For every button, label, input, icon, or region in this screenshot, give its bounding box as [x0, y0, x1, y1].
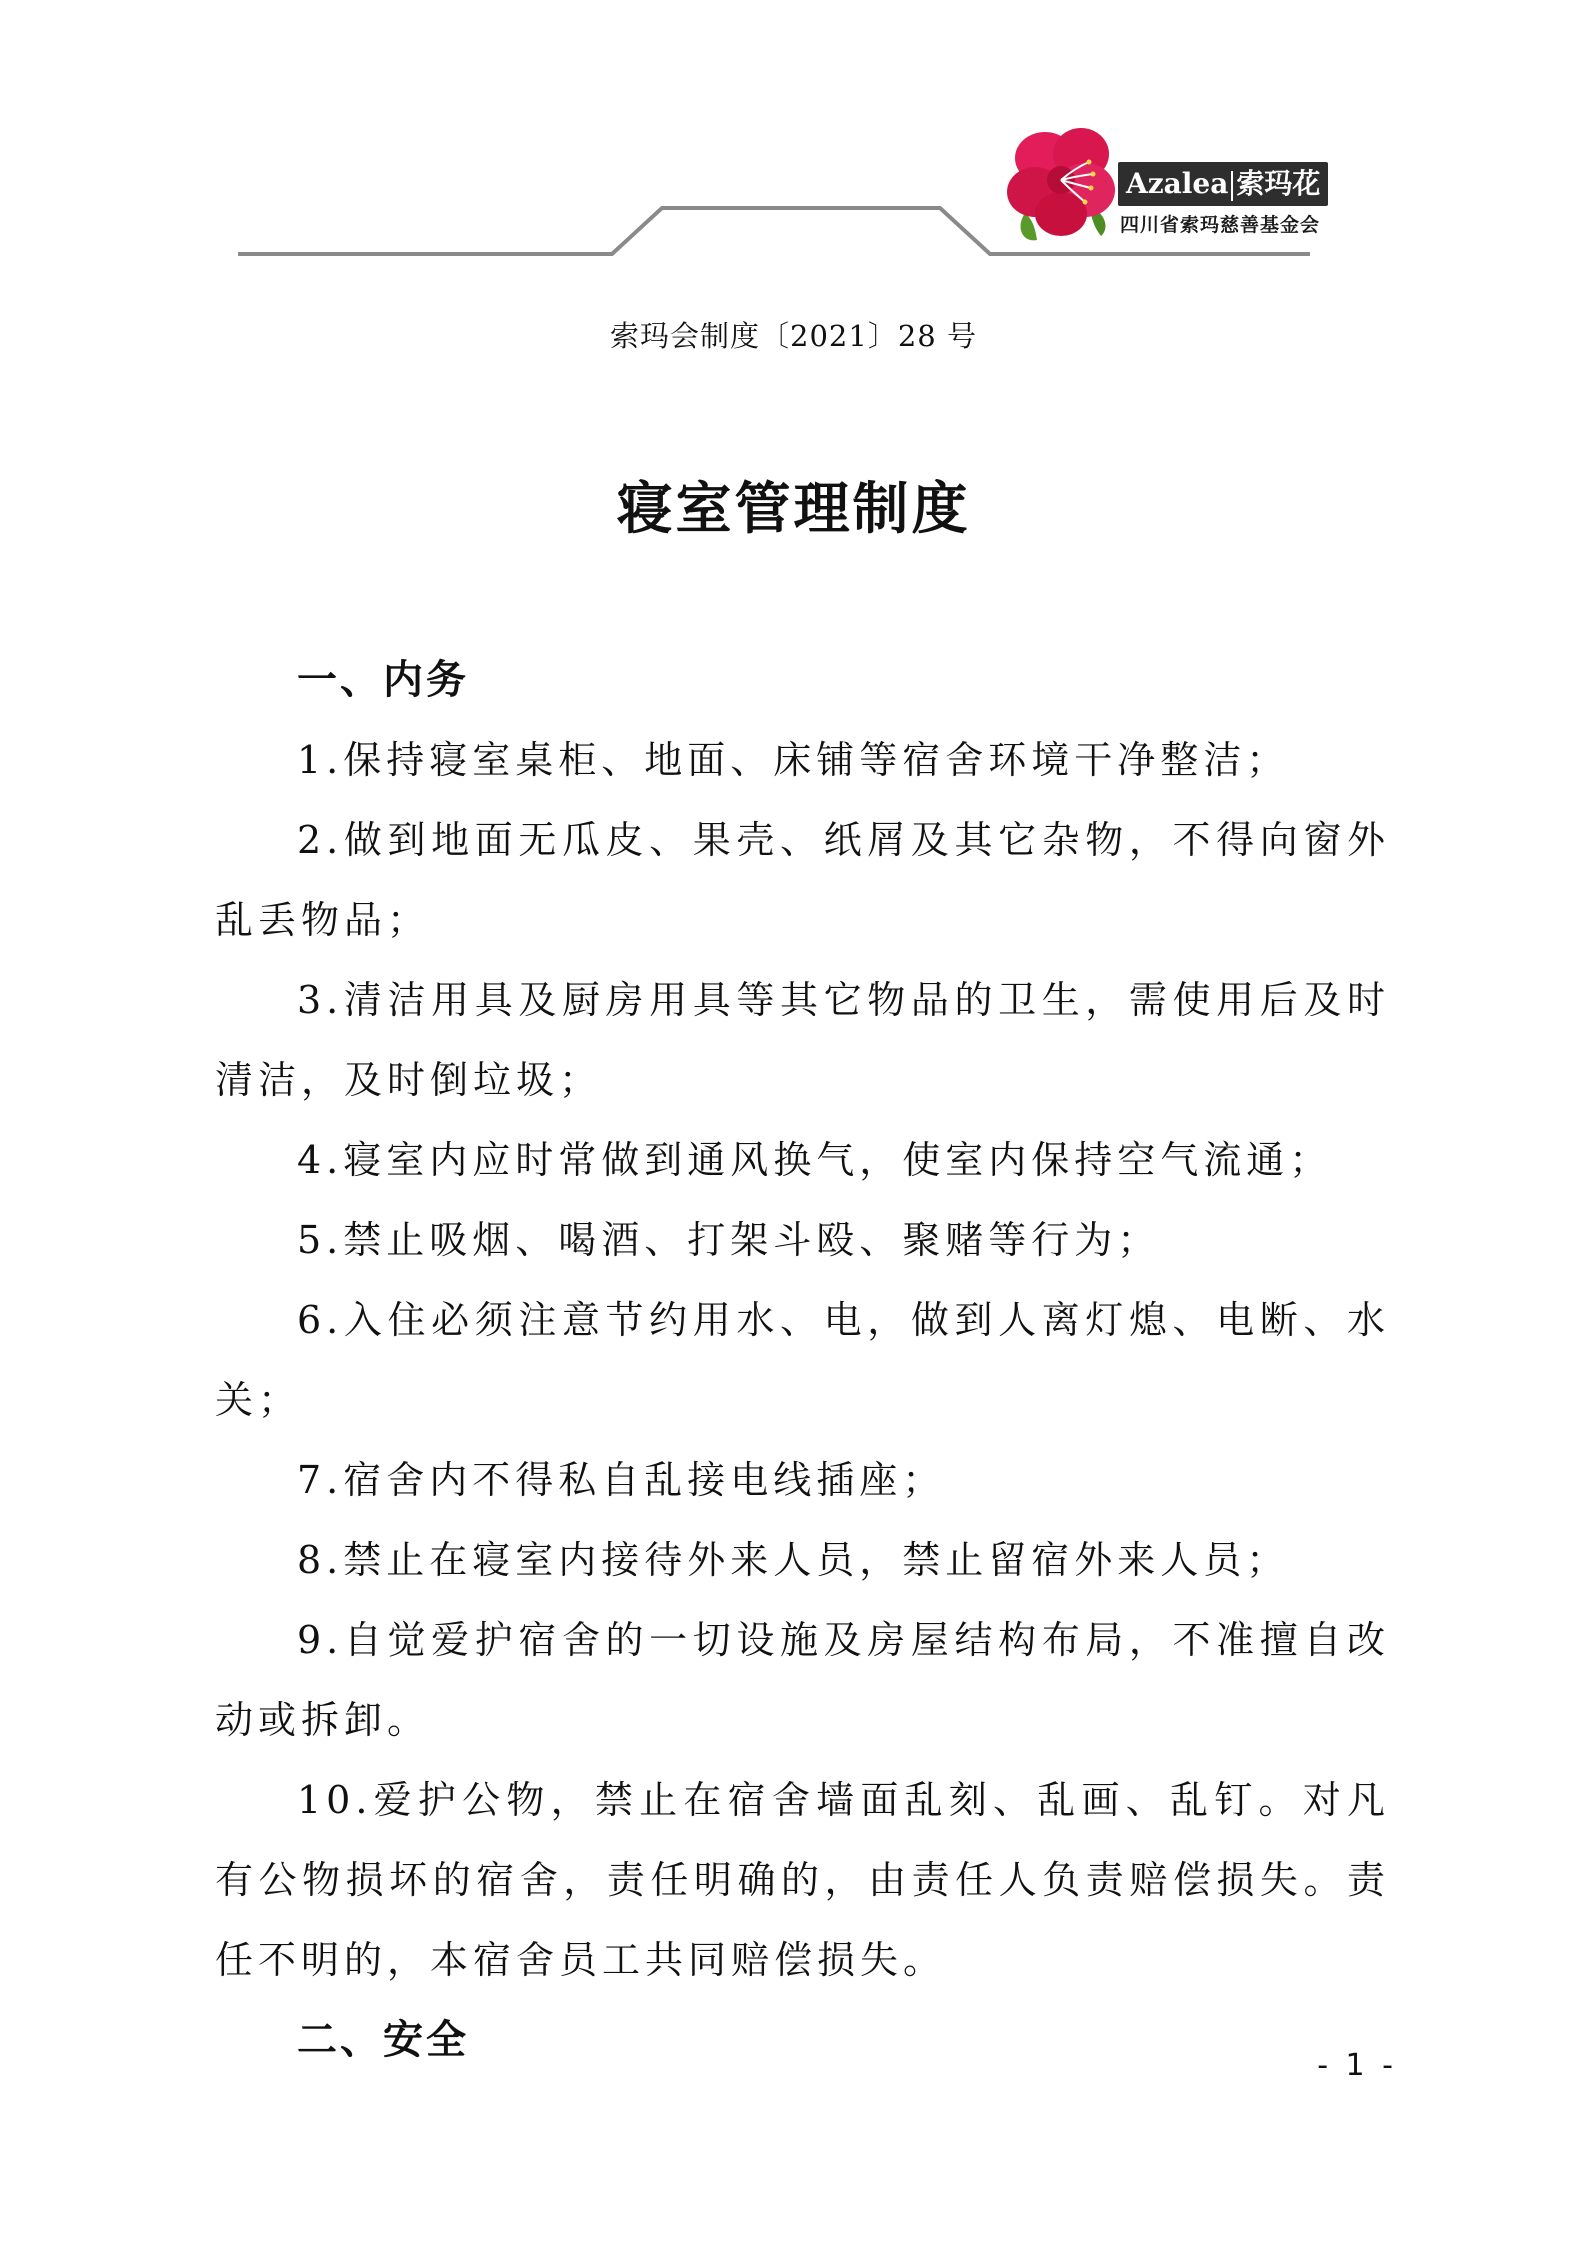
- section-heading-housekeeping: 一、内务: [297, 657, 469, 703]
- logo-separator: [1231, 171, 1233, 201]
- rule-item: 7.宿舍内不得私自乱接电线插座；: [297, 1458, 946, 1502]
- section-heading-safety: 二、安全: [297, 2017, 469, 2063]
- rule-item: 8.禁止在寝室内接待外来人员，禁止留宿外来人员；: [297, 1538, 1290, 1582]
- rule-item: 3.清洁用具及厨房用具等其它物品的卫生，需使用后及时清洁，及时倒垃圾；: [215, 978, 1390, 1102]
- document-title: 寝室管理制度: [616, 477, 971, 542]
- logo-brand-cn: 索玛花: [1236, 167, 1321, 200]
- rule-item: 4.寝室内应时常做到通风换气，使室内保持空气流通；: [297, 1138, 1333, 1182]
- rule-item: 10.爱护公物，禁止在宿舍墙面乱刻、乱画、乱钉。对凡有公物损坏的宿舍，责任明确的，由责任人负责赔偿损失。责任不明的，本宿舍员工共同赔偿损失。: [215, 1778, 1390, 1982]
- azalea-flower-icon: [1005, 118, 1123, 248]
- logo-brand-en: Azalea: [1126, 167, 1229, 200]
- rule-item: 6.入住必须注意节约用水、电，做到人离灯熄、电断、水关；: [215, 1298, 1390, 1422]
- document-body: [215, 640, 1390, 2080]
- page-number: - 1 -: [1317, 2048, 1397, 2083]
- document-number: 索玛会制度〔2021〕28 号: [610, 319, 977, 353]
- rule-item: 5.禁止吸烟、喝酒、打架斗殴、聚赌等行为；: [297, 1218, 1161, 1262]
- rule-item: 9.自觉爱护宿舍的一切设施及房屋结构布局，不准擅自改动或拆卸。: [215, 1618, 1390, 1742]
- rule-item: 1.保持寝室桌柜、地面、床铺等宿舍环境干净整洁；: [297, 738, 1290, 782]
- header-decorative-line: [0, 0, 1587, 300]
- rule-item: 2.做到地面无瓜皮、果壳、纸屑及其它杂物，不得向窗外乱丢物品；: [215, 818, 1390, 942]
- logo-subtitle: 四川省索玛慈善基金会: [1120, 214, 1321, 236]
- logo-brand: [1118, 162, 1328, 206]
- foundation-logo: [1005, 118, 1330, 253]
